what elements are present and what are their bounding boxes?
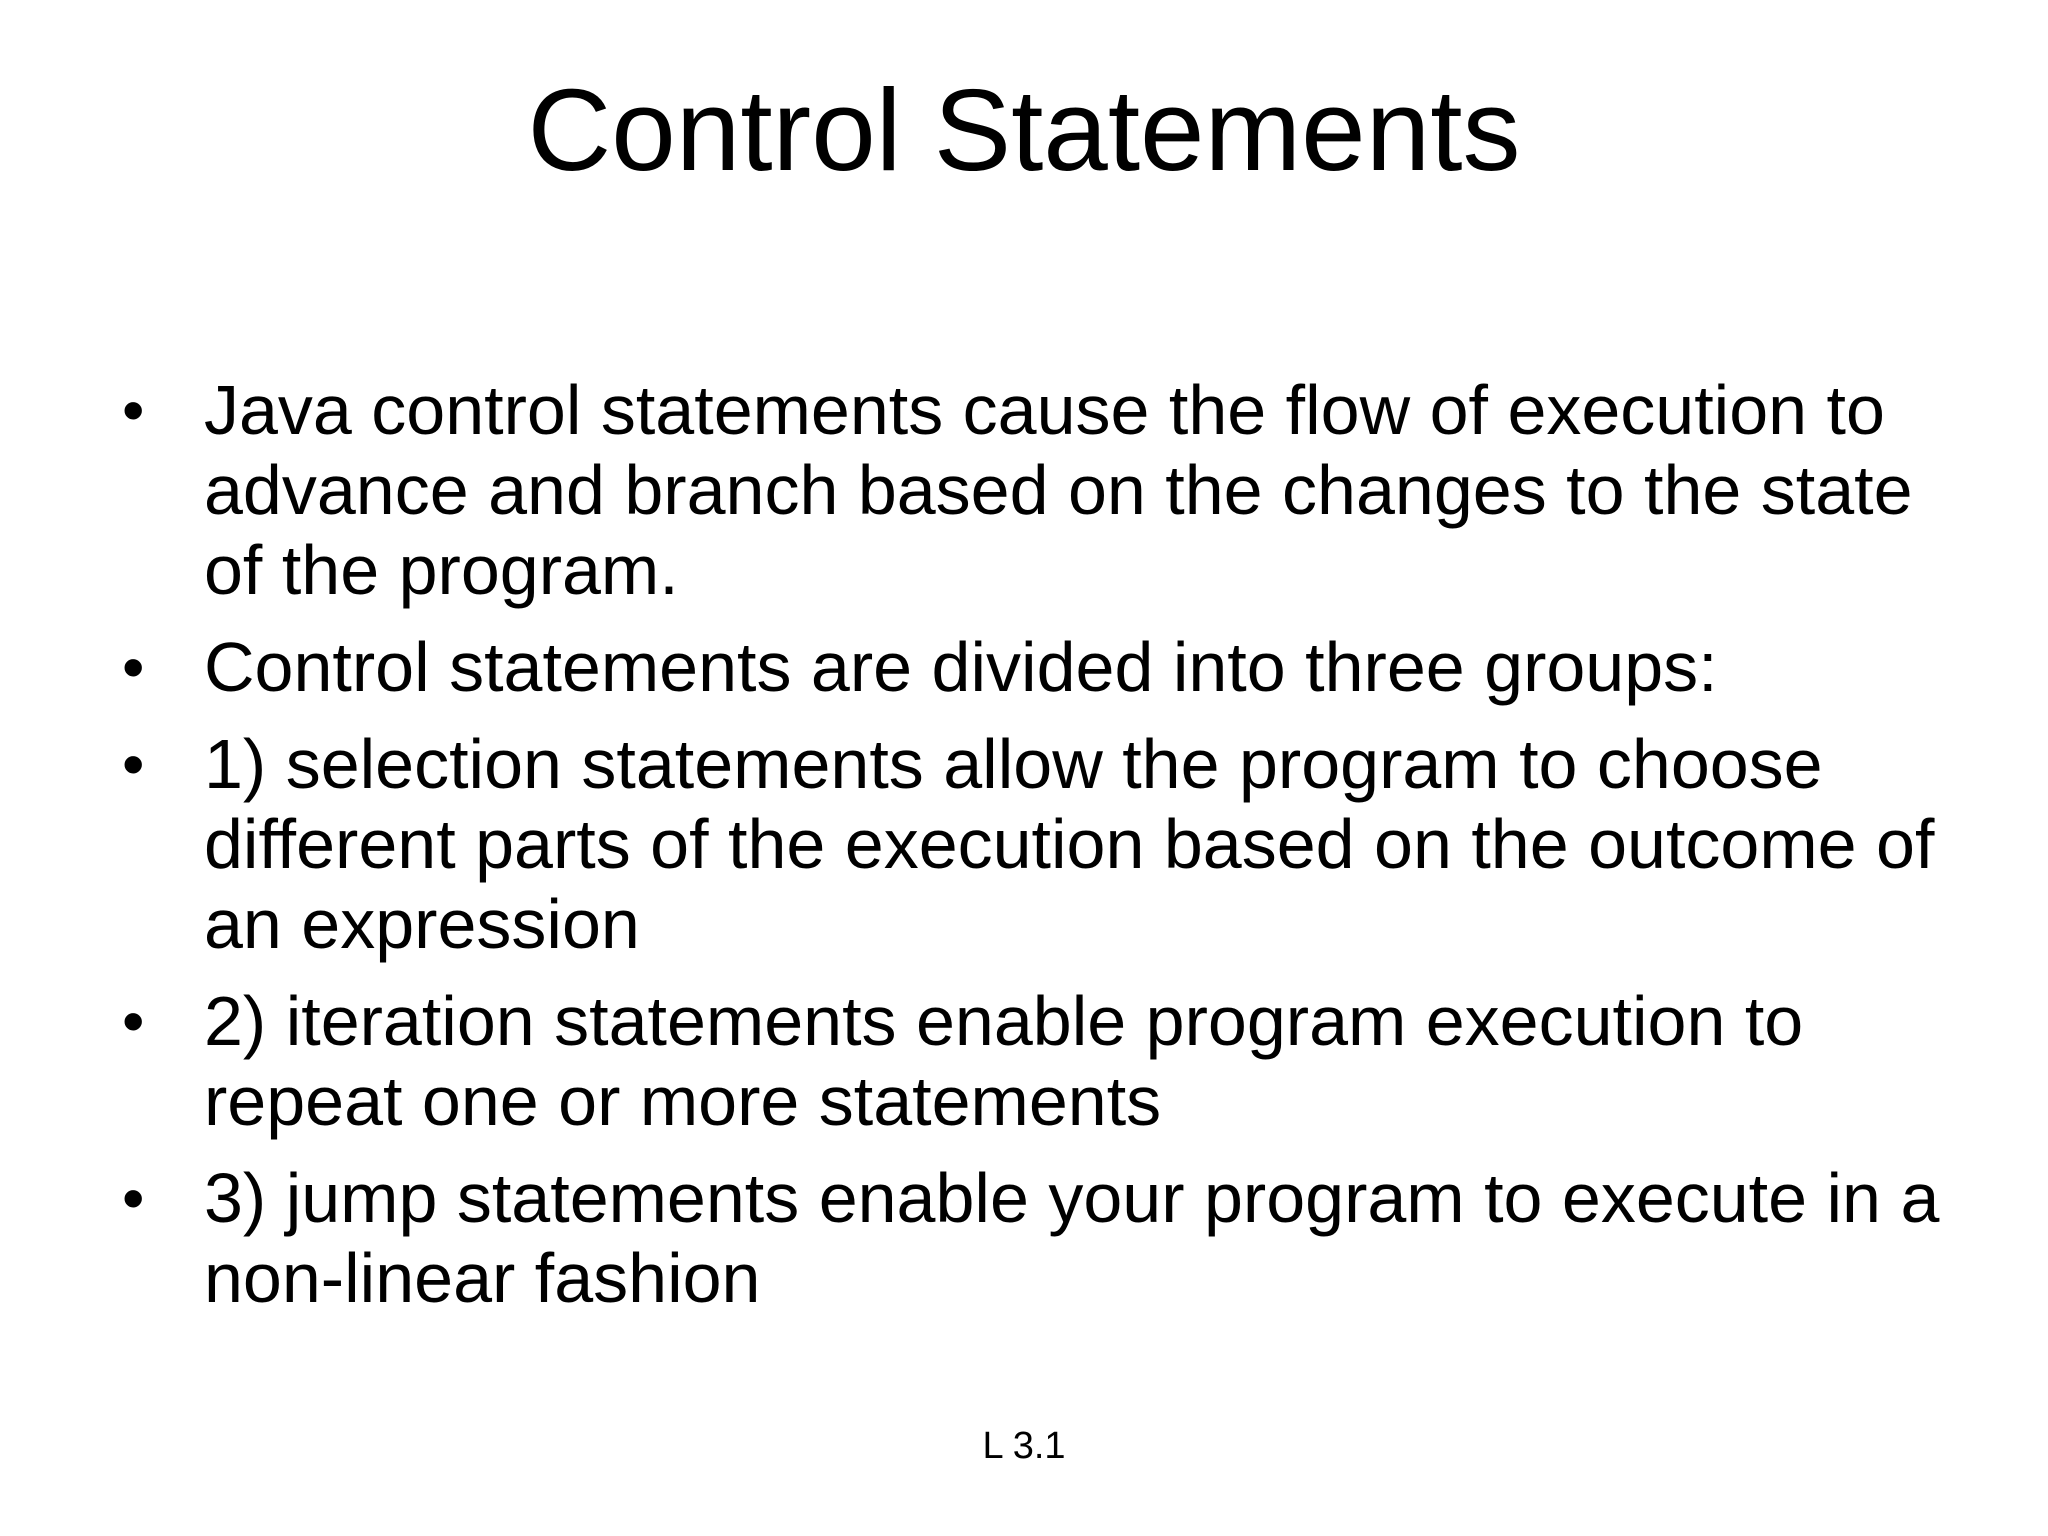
bullet-item [118, 370, 1948, 610]
bullet-text: Java control statements cause the flow of execution to advance and branch based on the changes to the state of the program. [204, 371, 1913, 609]
bullet-item [118, 1158, 1948, 1318]
bullet-dot-icon: • [122, 985, 145, 1057]
bullet-dot-icon: • [122, 1162, 145, 1234]
bullet-item [118, 724, 1948, 964]
bullet-dot-icon: • [122, 631, 145, 703]
bullet-text: 2) iteration statements enable program execution to repeat one or more statements [204, 982, 1804, 1140]
bullet-text: 1) selection statements allow the program to choose different parts of the execution based on the outcome of an expression [204, 725, 1935, 963]
bullet-dot-icon: • [122, 728, 145, 800]
bullet-text: Control statements are divided into three groups: [204, 628, 1718, 706]
slide-footer: L 3.1 [982, 1425, 1066, 1467]
bullet-dot-icon: • [122, 374, 145, 446]
bullet-item [118, 981, 1948, 1141]
bullet-item [118, 627, 1948, 707]
slide-title: Control Statements [527, 65, 1521, 195]
bullet-text: 3) jump statements enable your program to execute in a non-linear fashion [204, 1159, 1940, 1317]
bullet-list [118, 370, 1948, 1335]
